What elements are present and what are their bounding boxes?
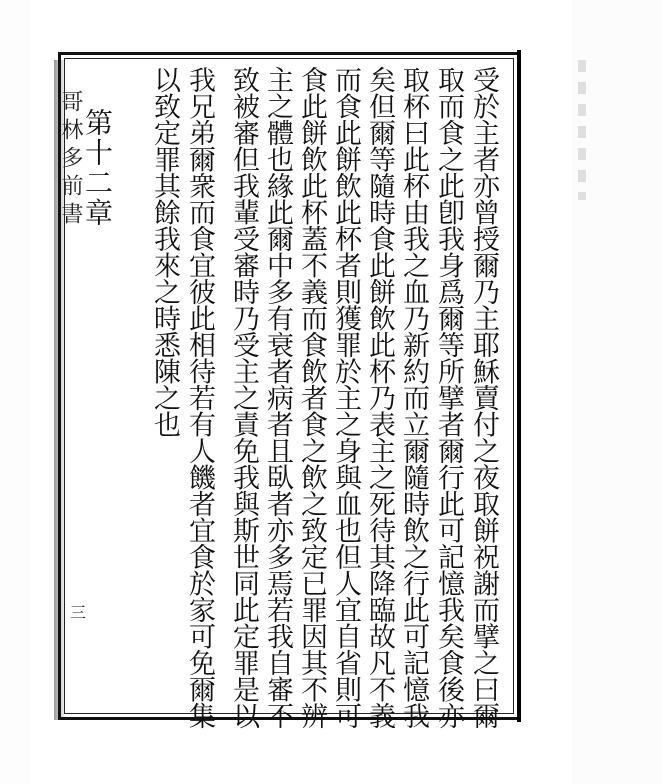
text-column-2: 取而食之此卽我身爲爾等所擘者爾行此可記憶我矣食後亦 xyxy=(433,66,464,729)
page-number: 三 xyxy=(70,603,87,622)
text-column-8: 致被審但我輩受審時乃受主之責免我與斯世同此定罪是以 xyxy=(228,66,259,729)
spine-title: 哥林多前書 xyxy=(58,90,83,230)
facing-page-bleed xyxy=(578,60,586,200)
left-margin xyxy=(0,0,30,784)
text-column-5: 而食此餅飲此杯者則獲罪於主之身與血也但人宜自省則可 xyxy=(330,66,361,729)
text-column-10: 以致定罪其餘我來之時悉陳之也 xyxy=(149,66,180,437)
text-column-1: 受於主者亦曾授爾乃主耶穌賣付之夜取餅祝謝而擘之曰爾 xyxy=(468,66,499,729)
text-column-4: 矣但爾等隨時食此餅飲此杯乃表主之死待其降臨故凡不義 xyxy=(364,66,395,729)
text-column-7: 主之體也緣此爾中多有衰者病者且臥者亦多焉若我自審不 xyxy=(262,66,293,729)
chapter-heading: 第十二章 xyxy=(81,108,114,228)
text-column-9: 我兄弟爾衆而食宜彼此相待若有人饑者宜食於家可免爾集 xyxy=(184,66,215,729)
text-column-6: 食此餅飲此杯蓋不義而食飲者食之飲之致定已罪因其不辨 xyxy=(296,66,327,729)
page-right-rule xyxy=(517,50,521,722)
text-column-3: 取杯曰此杯由我之血乃新約而立爾隨時飲之行此可記憶我 xyxy=(398,66,429,729)
